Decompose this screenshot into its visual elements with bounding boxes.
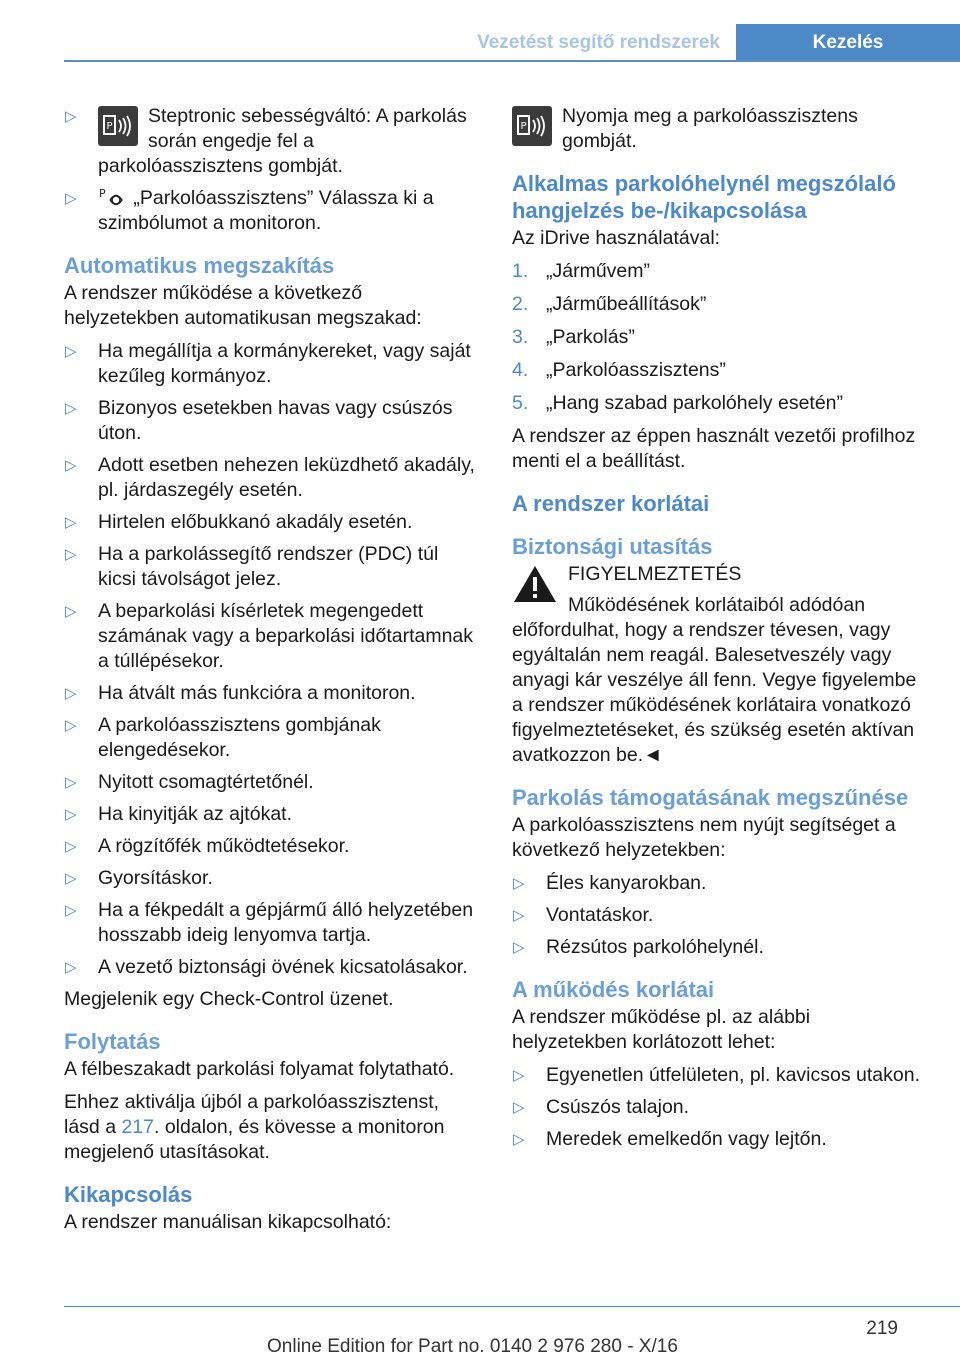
step-text: „Hang szabad parkolóhely esetén” xyxy=(546,392,844,414)
bullet-triangle-icon: ▷ xyxy=(65,343,77,360)
list-item-text: Éles kanyarokban. xyxy=(546,872,707,894)
paragraph-text: Ehhez aktiválja újból a parkolóasszisztenst, lásd a xyxy=(64,1091,440,1138)
list-item xyxy=(64,453,479,503)
section-title: Vezetést segítő rendszerek xyxy=(477,32,720,53)
warning-text: Működésének korlátaiból adódóan előfordulhat, hogy a rendszer tévesen, vagy egyáltalán nem reagál. Balesetveszély vagy anyagi kár veszélye áll fenn. Vegye figyelembe a rendszer működésének korlátaira vonatkozó figyelmeztetéseket, és szükség esetén aktívan avatkozzon be.◄ xyxy=(512,594,917,766)
list-item xyxy=(64,542,479,592)
parking-symbol-icon xyxy=(98,186,128,208)
bullet-triangle-icon: ▷ xyxy=(65,902,77,919)
bullet-triangle-icon: ▷ xyxy=(513,875,525,892)
bullet-triangle-icon: ▷ xyxy=(65,190,77,207)
list-item-text: Vontatáskor. xyxy=(546,904,654,926)
warning-box xyxy=(512,562,927,768)
list-item xyxy=(64,186,479,236)
list-item xyxy=(64,599,479,674)
list-item xyxy=(64,955,479,980)
list-item-text: A vezető biztonsági övének kicsatolásakor. xyxy=(98,956,468,978)
list-item xyxy=(64,802,479,827)
page-reference-link[interactable]: 217 xyxy=(121,1116,154,1138)
bullet-triangle-icon: ▷ xyxy=(65,717,77,734)
paragraph: A rendszer működése pl. az alábbi helyzetekben korlátozott lehet: xyxy=(512,1006,811,1053)
bullet-triangle-icon: ▷ xyxy=(65,603,77,620)
list-item xyxy=(64,713,479,763)
list-item xyxy=(64,510,479,535)
list-item xyxy=(512,935,927,960)
list-item xyxy=(512,903,927,928)
bullet-triangle-icon: ▷ xyxy=(65,870,77,887)
bullet-triangle-icon: ▷ xyxy=(513,1067,525,1084)
paragraph: A rendszer működése a következő helyzetekben automatikusan megszakad: xyxy=(64,282,422,329)
warning-triangle-icon xyxy=(512,564,558,604)
list-item xyxy=(512,1063,927,1088)
bullet-triangle-icon: ▷ xyxy=(513,1099,525,1116)
list-item-text: Steptronic sebességváltó: A parkolás során engedje fel a parkolóasszisztens gombját. xyxy=(98,105,467,177)
paragraph: A félbeszakadt parkolási folyamat folytatható. xyxy=(64,1058,455,1080)
list-item-text: Nyitott csomagtértetőnél. xyxy=(98,771,314,793)
list-item xyxy=(512,1127,927,1152)
paragraph-text: . oldalon, és kövesse a monitoron megjelenő utasításokat. xyxy=(64,1116,445,1163)
list-item-text: A rögzítőfék működtetésekor. xyxy=(98,835,350,857)
paragraph: A parkolóasszisztens nem nyújt segítséget a következő helyzetekben: xyxy=(512,814,896,861)
list-item-text: Bizonyos esetekben havas vagy csúszós úton. xyxy=(98,397,453,444)
step-number: 4. xyxy=(512,359,529,381)
svg-text:P: P xyxy=(99,187,106,200)
left-column xyxy=(64,104,479,1243)
bullet-triangle-icon: ▷ xyxy=(65,108,77,125)
right-column xyxy=(512,104,927,1159)
footer-rule xyxy=(64,1306,960,1307)
list-item-text: Csúszós talajon. xyxy=(546,1096,690,1118)
list-item-text: Ha átvált más funkcióra a monitoron. xyxy=(98,682,416,704)
list-item xyxy=(64,681,479,706)
bullet-triangle-icon: ▷ xyxy=(65,774,77,791)
paragraph-text: Nyomja meg a parkolóasszisztens gombját. xyxy=(562,105,858,152)
chapter-tab[interactable]: Kezelés xyxy=(736,24,960,62)
list-item-text: Ha a fékpedált a gépjármű álló helyzetében hosszabb ideig lenyomva tartja. xyxy=(98,899,474,946)
bullet-triangle-icon: ▷ xyxy=(513,907,525,924)
list-item-text: A beparkolási kísérletek megengedett számának vagy a beparkolási időtartamnak a túllépésekor. xyxy=(98,600,474,672)
step-text: „Járművem” xyxy=(546,260,651,282)
section-heading: Parkolás támogatásának megszűnése xyxy=(512,785,909,810)
numbered-step xyxy=(512,391,927,416)
bullet-triangle-icon: ▷ xyxy=(65,400,77,417)
bullet-triangle-icon: ▷ xyxy=(65,838,77,855)
section-heading: A működés korlátai xyxy=(512,977,715,1002)
bullet-triangle-icon: ▷ xyxy=(65,457,77,474)
section-heading: A rendszer korlátai xyxy=(512,491,710,516)
svg-text:P: P xyxy=(520,121,527,132)
step-number: 1. xyxy=(512,260,529,282)
list-item-text: Ha kinyitják az ajtókat. xyxy=(98,803,293,825)
numbered-step xyxy=(512,259,927,284)
list-item xyxy=(512,871,927,896)
list-item-text: Hirtelen előbukkanó akadály esetén. xyxy=(98,511,413,533)
list-item xyxy=(64,770,479,795)
step-number: 5. xyxy=(512,392,529,414)
list-item-text: Gyorsításkor. xyxy=(98,867,213,889)
section-heading: Alkalmas parkolóhelynél megszólaló hangjelzés be-/kikapcsolása xyxy=(512,171,896,223)
list-item-text: Egyenetlen útfelületen, pl. kavicsos utakon. xyxy=(546,1064,920,1086)
list-item-text: Adott esetben nehezen leküzdhető akadály, pl. járdaszegély esetén. xyxy=(98,454,475,501)
press-button-instruction xyxy=(512,104,927,154)
step-number: 3. xyxy=(512,326,529,348)
list-item-text: Ha megállítja a kormánykereket, vagy saját kezűleg kormányoz. xyxy=(98,340,471,387)
list-item-text: A parkolóasszisztens gombjának elengedésekor. xyxy=(98,714,381,761)
section-heading: Kikapcsolás xyxy=(64,1182,193,1207)
bullet-triangle-icon: ▷ xyxy=(513,1131,525,1148)
step-number: 2. xyxy=(512,293,529,315)
footer-edition: Online Edition for Part no. 0140 2 976 280 - X/16 xyxy=(267,1336,678,1357)
list-item xyxy=(64,898,479,948)
paragraph xyxy=(64,1090,479,1165)
page-number: 219 xyxy=(866,1318,898,1339)
list-item-text: „Parkolóasszisztens” Válassza ki a szimbólumot a monitoron. xyxy=(98,187,434,234)
header-rule xyxy=(64,60,960,62)
list-item xyxy=(64,104,479,179)
parking-assistant-button-icon xyxy=(512,106,552,146)
list-item xyxy=(64,866,479,891)
numbered-step xyxy=(512,358,927,383)
numbered-step xyxy=(512,325,927,350)
section-heading: Automatikus megszakítás xyxy=(64,253,335,278)
step-text: „Járműbeállítások” xyxy=(546,293,707,315)
parking-assistant-button-icon xyxy=(98,106,138,146)
section-heading: Folytatás xyxy=(64,1029,161,1054)
list-item xyxy=(64,339,479,389)
numbered-step xyxy=(512,292,927,317)
list-item-text: Meredek emelkedőn vagy lejtőn. xyxy=(546,1128,827,1150)
bullet-triangle-icon: ▷ xyxy=(65,546,77,563)
paragraph: A rendszer manuálisan kikapcsolható: xyxy=(64,1211,392,1233)
paragraph: A rendszer az éppen használt vezetői profilhoz menti el a beállítást. xyxy=(512,425,916,472)
paragraph: Megjelenik egy Check-Control üzenet. xyxy=(64,988,394,1010)
list-item xyxy=(64,396,479,446)
section-heading: Biztonsági utasítás xyxy=(512,534,713,559)
bullet-triangle-icon: ▷ xyxy=(513,939,525,956)
bullet-triangle-icon: ▷ xyxy=(65,806,77,823)
bullet-triangle-icon: ▷ xyxy=(65,959,77,976)
bullet-triangle-icon: ▷ xyxy=(65,514,77,531)
bullet-triangle-icon: ▷ xyxy=(65,685,77,702)
list-item-text: Ha a parkolássegítő rendszer (PDC) túl kicsi távolságot jelez. xyxy=(98,543,439,590)
paragraph: Az iDrive használatával: xyxy=(512,227,721,249)
step-text: „Parkolás” xyxy=(546,326,635,348)
page-header xyxy=(0,0,960,62)
list-item xyxy=(64,834,479,859)
svg-text:P: P xyxy=(106,121,113,132)
warning-title: FIGYELMEZTETÉS xyxy=(568,563,742,585)
list-item-text: Rézsútos parkolóhelynél. xyxy=(546,936,764,958)
step-text: „Parkolóasszisztens” xyxy=(546,359,726,381)
list-item xyxy=(512,1095,927,1120)
